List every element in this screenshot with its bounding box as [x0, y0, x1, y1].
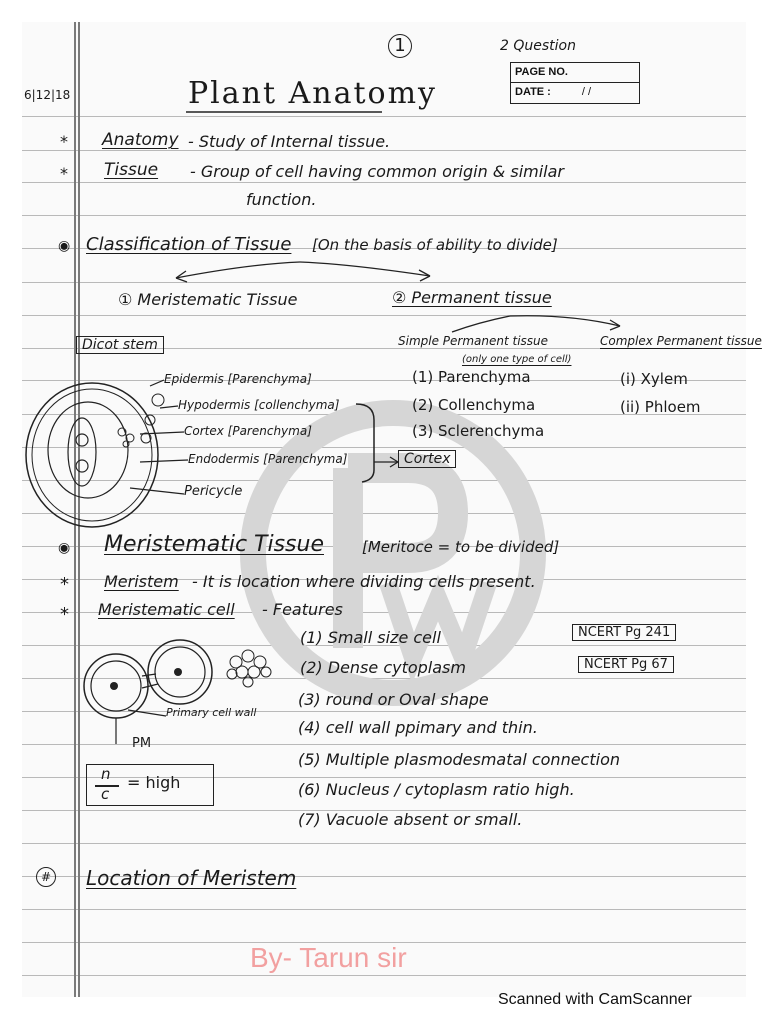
dicot-layer: Hypodermis [collenchyma] [178, 398, 340, 412]
dicot-layer: Epidermis [Parenchyma] [164, 372, 312, 386]
classification-title: Classification of Tissue [86, 234, 292, 255]
side-date: 6|12|18 [24, 88, 71, 102]
simple-item: (2) Collenchyma [412, 396, 536, 414]
ratio-denominator: c [101, 785, 110, 803]
primary-cell-wall-label: Primary cell wall [166, 706, 257, 719]
feature-item: (1) Small size cell [300, 628, 441, 647]
complex-item: (ii) Phloem [620, 398, 701, 416]
term-meristem: Meristem [104, 572, 179, 591]
feature-item: (3) round or Oval shape [298, 690, 489, 709]
complex-permanent-heading: Complex Permanent tissue [600, 334, 762, 348]
scanner-caption: Scanned with CamScanner [498, 991, 692, 1008]
simple-permanent-note: (only one type of cell) [462, 354, 572, 365]
page-number: 1 [388, 34, 412, 58]
bullet-star: * [60, 574, 69, 595]
author-signature: By- Tarun sir [250, 942, 407, 973]
simple-item: (1) Parenchyma [412, 368, 531, 386]
bullet-circle: ◉ [58, 540, 71, 556]
complex-item: (i) Xylem [620, 370, 688, 388]
ratio-value: = high [127, 773, 181, 792]
term-tissue: Tissue [104, 160, 159, 180]
cortex-group-label: Cortex [398, 450, 456, 468]
simple-permanent-heading: Simple Permanent tissue [398, 334, 549, 348]
permanent-tissue-label: ② Permanent tissue [392, 288, 552, 307]
term-meristematic-cell: Meristematic cell [98, 600, 235, 619]
definition-tissue-cont: function. [246, 190, 317, 209]
question-note: 2 Question [500, 38, 576, 54]
ncert-reference: NCERT Pg 241 [572, 624, 676, 641]
definition-meristem: - It is location where dividing cells present. [192, 572, 536, 591]
dicot-layer: Pericycle [184, 484, 243, 499]
meristematic-etymology: [Meritoce = to be divided] [362, 538, 560, 556]
bullet-star: * [60, 604, 69, 625]
location-title: Location of Meristem [86, 866, 297, 890]
feature-item: (7) Vacuole absent or small. [298, 810, 523, 829]
meristematic-title: Meristematic Tissue [104, 532, 324, 557]
ncert-reference: NCERT Pg 67 [578, 656, 674, 673]
definition-anatomy: - Study of Internal tissue. [188, 132, 391, 151]
term-anatomy: Anatomy [102, 130, 179, 150]
feature-item: (6) Nucleus / cytoplasm ratio high. [298, 780, 575, 799]
feature-item: (2) Dense cytoplasm [300, 658, 466, 677]
feature-item: (5) Multiple plasmodesmatal connection [298, 750, 620, 769]
features-label: - Features [262, 600, 343, 619]
bullet-star: * [60, 164, 68, 183]
feature-item: (4) cell wall ppimary and thin. [298, 718, 538, 737]
date-value: / / [581, 86, 592, 98]
meristematic-tissue-label: ① Meristematic Tissue [118, 290, 298, 309]
date-label: DATE : [515, 86, 551, 98]
simple-item: (3) Sclerenchyma [412, 422, 545, 440]
pm-label: PM [132, 736, 152, 751]
bullet-circle: ◉ [58, 238, 71, 254]
bullet-hash: # [36, 866, 56, 887]
page-no-label: PAGE NO. [515, 66, 568, 78]
bullet-star: * [60, 132, 68, 151]
classification-basis: [On the basis of ability to divide] [312, 236, 558, 254]
dicot-layer: Endodermis [Parenchyma] [188, 452, 348, 466]
dicot-stem-label: Dicot stem [76, 336, 164, 354]
dicot-layer: Cortex [Parenchyma] [184, 424, 312, 438]
ratio-numerator: n [101, 765, 111, 783]
definition-tissue: - Group of cell having common origin & similar [190, 162, 564, 181]
page-title: Plant Anatomy [188, 76, 437, 111]
